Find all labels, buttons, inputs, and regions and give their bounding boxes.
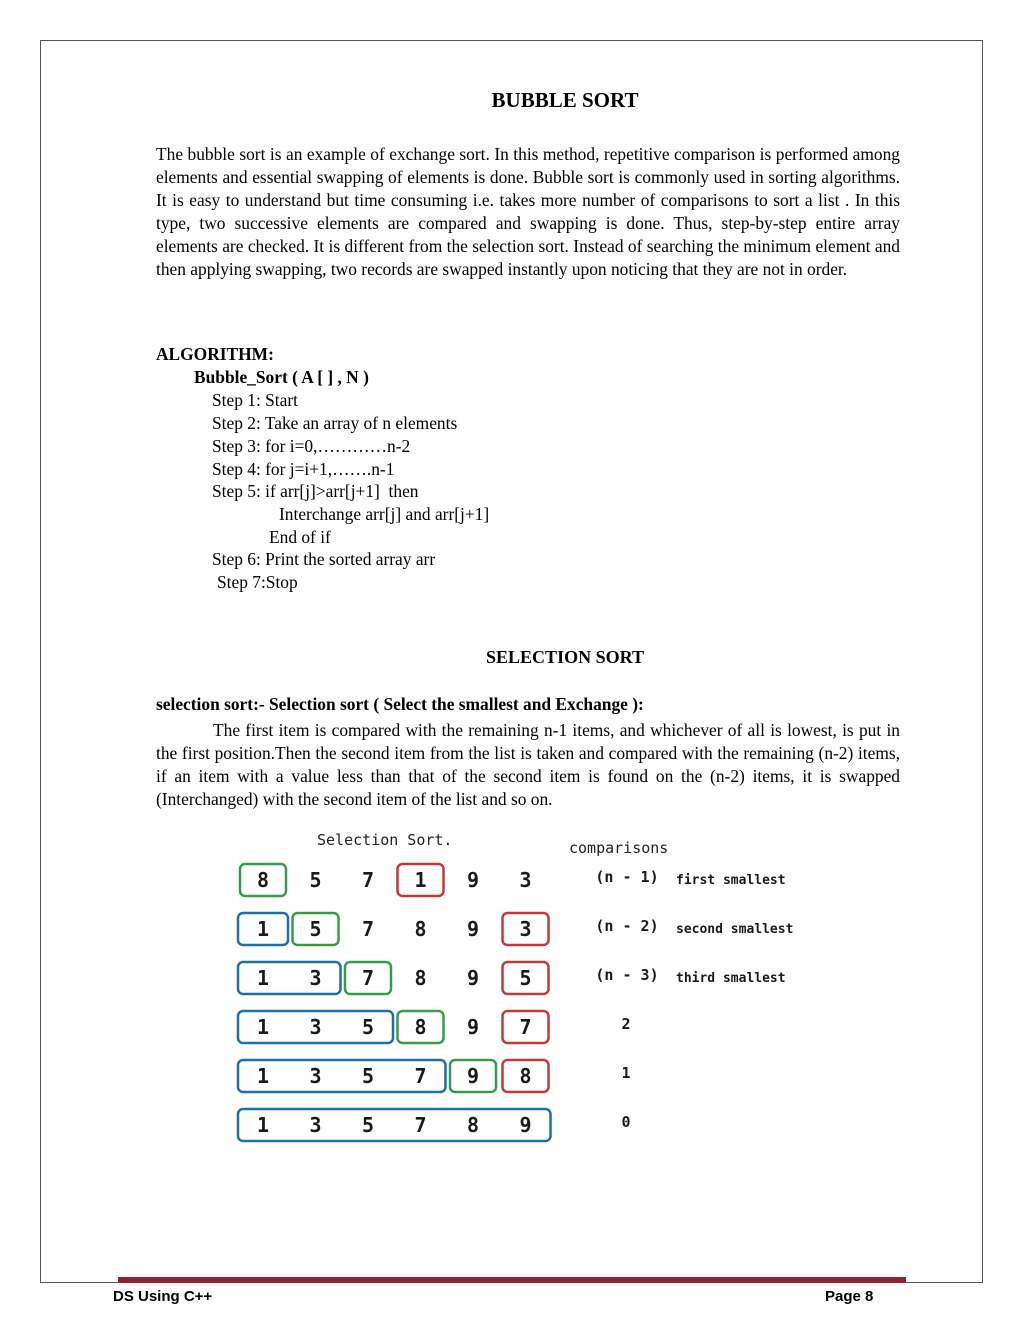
selection-sort-figure <box>220 828 880 1158</box>
array-element: 8 <box>519 1064 532 1088</box>
array-element: 1 <box>256 966 270 990</box>
row-note: second smallest <box>676 922 794 937</box>
array-element: 9 <box>466 917 480 941</box>
sorted-group-box <box>238 962 341 994</box>
array-element: 9 <box>466 966 480 990</box>
array-element: 3 <box>309 1064 322 1088</box>
bubble-sort-paragraph: The bubble sort is an example of exchange sort. In this method, repetitive comparison is performed among elements and essential swapping of elements is done. Bubble sort is commonly used in sorting algorithms. It is easy to understand but time consuming i.e. takes more number of comparisons to sort a list . In this type, two successive elements are compared and swapping is done. Thus, step-by-step entire array elements are checked. It is different from the selection sort. Instead of searching the minimum element and then applying swapping, two records are swapped instantly upon noticing that they are not in order. <box>156 144 900 279</box>
selection-sort-subheading: selection sort:- Selection sort ( Select the smallest and Exchange ): <box>156 694 644 714</box>
selection-sort-paragraph: The first item is compared with the remaining n-1 items, and whichever of all is lowest, is put in the first position.Then the second item from the list is taken and compared with the remaining (n-2) items, if an item with a value less than that of the second item is found on the (n-2) items, it is swapped (Interchanged) with the second item of the list and so on. <box>156 720 900 809</box>
algorithm-step: Step 7:Stop <box>217 572 298 592</box>
array-element: 8 <box>414 966 427 990</box>
comparisons-header: comparisons <box>569 839 669 857</box>
function-signature: Bubble_Sort ( A [ ] , N ) <box>194 367 369 387</box>
algorithm-step: Step 1: Start <box>212 390 298 410</box>
array-element: 5 <box>361 1015 375 1039</box>
array-element: 7 <box>361 917 375 941</box>
array-element: 1 <box>256 1113 270 1137</box>
array-element: 5 <box>309 868 322 892</box>
algorithm-step: Step 4: for j=i+1,…….n-1 <box>212 459 395 479</box>
array-element: 8 <box>466 1113 480 1137</box>
algorithm-heading: ALGORITHM: <box>156 344 274 364</box>
row-note: first smallest <box>676 873 786 888</box>
array-element: 7 <box>414 1113 427 1137</box>
array-element: 8 <box>414 917 427 941</box>
footer-left: DS Using C++ <box>113 1288 213 1305</box>
footer-rule <box>118 1277 906 1283</box>
array-element: 1 <box>256 1064 270 1088</box>
algorithm-step: Step 5: if arr[j]>arr[j+1] then <box>212 481 419 501</box>
sorted-group-box <box>238 1109 551 1141</box>
array-element: 8 <box>256 868 270 892</box>
algorithm-step: Step 3: for i=0,…………n-2 <box>212 436 411 456</box>
array-element: 8 <box>414 1015 427 1039</box>
comparison-count: (n - 2) <box>595 917 659 935</box>
array-element: 9 <box>466 1064 480 1088</box>
array-element: 5 <box>309 917 322 941</box>
comparison-count: 2 <box>621 1015 631 1033</box>
array-element: 7 <box>414 1064 427 1088</box>
array-element: 3 <box>519 868 532 892</box>
algorithm-step: Step 2: Take an array of n elements <box>212 413 458 433</box>
array-element: 5 <box>361 1064 375 1088</box>
figure-title: Selection Sort. <box>317 831 453 849</box>
array-element: 7 <box>519 1015 532 1039</box>
comparison-count: 1 <box>621 1064 631 1082</box>
array-element: 9 <box>519 1113 532 1137</box>
algorithm-step: Step 6: Print the sorted array arr <box>212 549 436 569</box>
comparison-count: (n - 3) <box>595 966 659 984</box>
footer-page-number: Page 8 <box>825 1288 874 1305</box>
array-element: 1 <box>256 1015 270 1039</box>
array-element: 3 <box>309 1015 322 1039</box>
array-element: 3 <box>309 966 322 990</box>
array-element: 1 <box>414 868 427 892</box>
array-element: 7 <box>361 966 375 990</box>
selection-sort-title: SELECTION SORT <box>486 647 644 667</box>
array-element: 3 <box>309 1113 322 1137</box>
comparison-count: 0 <box>621 1113 631 1131</box>
array-element: 9 <box>466 868 480 892</box>
array-element: 3 <box>519 917 532 941</box>
bubble-sort-title: BUBBLE SORT <box>491 88 639 112</box>
algorithm-step: Interchange arr[j] and arr[j+1] <box>279 504 490 524</box>
array-element: 5 <box>519 966 532 990</box>
row-note: third smallest <box>676 971 786 986</box>
array-element: 9 <box>466 1015 480 1039</box>
array-element: 5 <box>361 1113 375 1137</box>
array-element: 1 <box>256 917 270 941</box>
comparison-count: (n - 1) <box>595 868 659 886</box>
array-element: 7 <box>361 868 375 892</box>
algorithm-step: End of if <box>269 527 331 547</box>
